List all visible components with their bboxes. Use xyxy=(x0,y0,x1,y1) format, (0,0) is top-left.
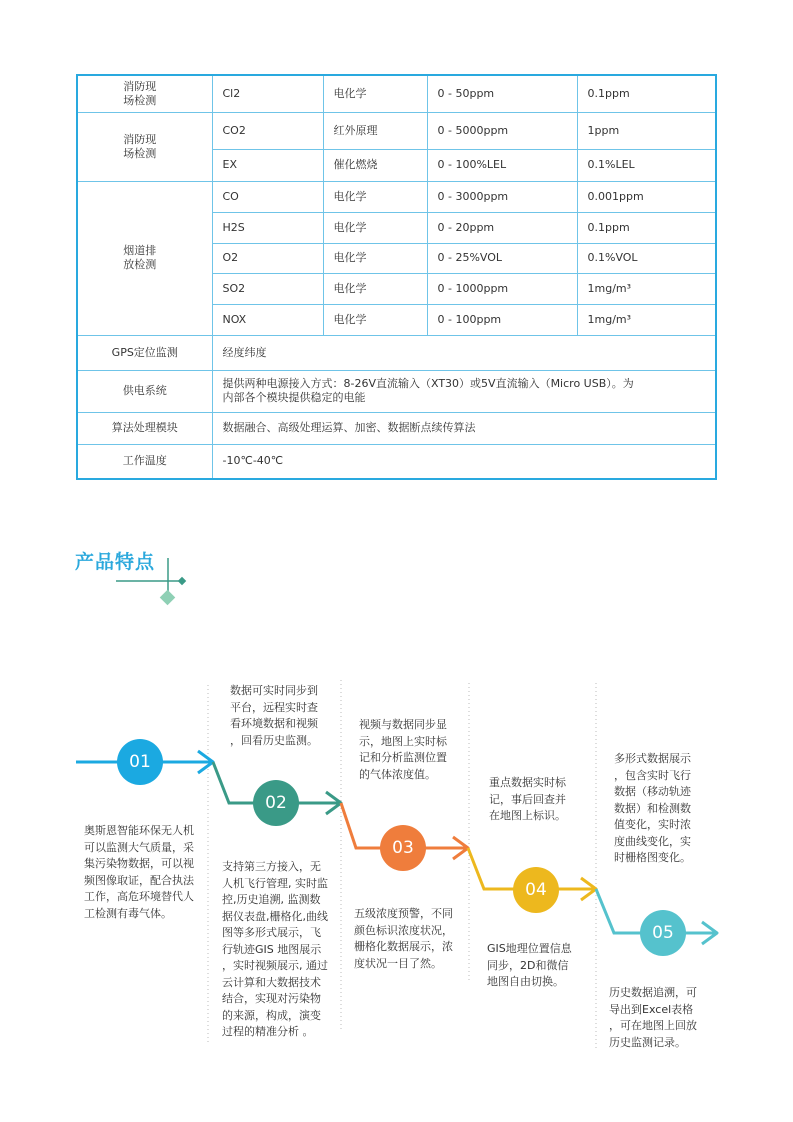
step-03-bottom-description: 五级浓度预警，不同 颜色标识浓度状况， 栅格化数据展示，浓 度状况一目了然。 xyxy=(354,907,453,970)
power-text: 提供两种电源接入方式：8-26V直流输入（XT30）或5V直流输入（Micro USB）。为 内部各个模块提供稳定的电能 xyxy=(222,377,634,404)
step-02-bottom-description: 支持第三方接入，无 人机飞行管理, 实时监 控,历史追溯, 监测数 据仪表盘,栅格化,曲线 图等多形式展示，飞 行轨迹GIS 地图展示 ，实时视频展示, 通过 云计算和大数据技术 结合，实现对污染物 的来源，构成，演变 过程的精准分析 。 xyxy=(222,860,328,1038)
section-title: 产品特点 xyxy=(75,551,156,573)
gas-name-cell: SO2 xyxy=(212,273,323,304)
step-03-badge: 03 xyxy=(380,825,426,871)
gas-name-cell: O2 xyxy=(212,243,323,273)
resolution-cell: 0.1%LEL xyxy=(577,149,716,181)
step-05-top-description: 多形式数据展示 ，包含实时飞行 数据（移动轨迹 数据）和检测数 值变化，实时浓 度曲线变化，实 时栅格图变化。 xyxy=(614,752,691,864)
resolution-cell: 1mg/m³ xyxy=(577,304,716,335)
step-02-top-description: 数据可实时同步到 平台，远程实时查 看环境数据和视频 ，回看历史监测。 xyxy=(230,684,318,747)
step-02-badge: 02 xyxy=(253,780,299,826)
gas-name-cell: NOX xyxy=(212,304,323,335)
step-05-badge: 05 xyxy=(640,910,686,956)
resolution-cell: 0.1ppm xyxy=(577,75,716,112)
gas-name-cell: CO xyxy=(212,181,323,212)
range-cell: 0 - 100ppm xyxy=(427,304,577,335)
step-05-bottom-description: 历史数据追溯，可 导出到Excel表格 ，可在地图上回放 历史监测记录。 xyxy=(609,986,697,1049)
principle-cell: 红外原理 xyxy=(323,112,427,149)
category-label: 烟道排 放检测 xyxy=(123,244,157,271)
step-01-description: 奥斯恩智能环保无人机 可以监测大气质量，采 集污染物数据，可以视 频图像取证，配合执法 工作，高危环境替代人 工检测有毒气体。 xyxy=(84,824,194,920)
gps-label: GPS定位监测 xyxy=(77,335,212,370)
category-label: 消防现 场检测 xyxy=(123,132,157,160)
temp-label: 工作温度 xyxy=(77,444,212,479)
range-cell: 0 - 25%VOL xyxy=(427,243,577,273)
principle-cell: 电化学 xyxy=(323,181,427,212)
step-04-top-description: 重点数据实时标 记，事后回查并 在地图上标识。 xyxy=(489,776,566,822)
resolution-cell: 1mg/m³ xyxy=(577,273,716,304)
gps-value: 经度纬度 xyxy=(212,335,716,370)
step-04-bottom-description: GIS地理位置信息 同步，2D和微信 地图自由切换。 xyxy=(487,942,572,988)
step-04-badge: 04 xyxy=(513,867,559,913)
resolution-cell: 0.1%VOL xyxy=(577,243,716,273)
algo-value: 数据融合、高级处理运算、加密、数据断点续传算法 xyxy=(212,412,716,444)
principle-cell: 电化学 xyxy=(323,304,427,335)
temp-value: -10℃-40℃ xyxy=(212,444,716,479)
principle-cell: 电化学 xyxy=(323,273,427,304)
gas-name-cell: H2S xyxy=(212,212,323,243)
range-cell: 0 - 20ppm xyxy=(427,212,577,243)
resolution-cell: 0.1ppm xyxy=(577,212,716,243)
step-01-badge: 01 xyxy=(117,739,163,785)
principle-cell: 电化学 xyxy=(323,75,427,112)
resolution-cell: 1ppm xyxy=(577,112,716,149)
step-03-top-description: 视频与数据同步显 示，地图上实时标 记和分析监测位置 的气体浓度值。 xyxy=(359,718,447,781)
principle-cell: 催化燃烧 xyxy=(323,149,427,181)
gas-name-cell: Cl2 xyxy=(212,75,323,112)
range-cell: 0 - 100%LEL xyxy=(427,149,577,181)
range-cell: 0 - 50ppm xyxy=(427,75,577,112)
gas-name-cell: EX xyxy=(212,149,323,181)
range-cell: 0 - 5000ppm xyxy=(427,112,577,149)
range-cell: 0 - 3000ppm xyxy=(427,181,577,212)
principle-cell: 电化学 xyxy=(323,243,427,273)
gas-name-cell: CO2 xyxy=(212,112,323,149)
range-cell: 0 - 1000ppm xyxy=(427,273,577,304)
algo-label: 算法处理模块 xyxy=(77,412,212,444)
principle-cell: 电化学 xyxy=(323,212,427,243)
power-label: 供电系统 xyxy=(77,370,212,412)
resolution-cell: 0.001ppm xyxy=(577,181,716,212)
category-label: 消防现 场检测 xyxy=(123,79,157,107)
